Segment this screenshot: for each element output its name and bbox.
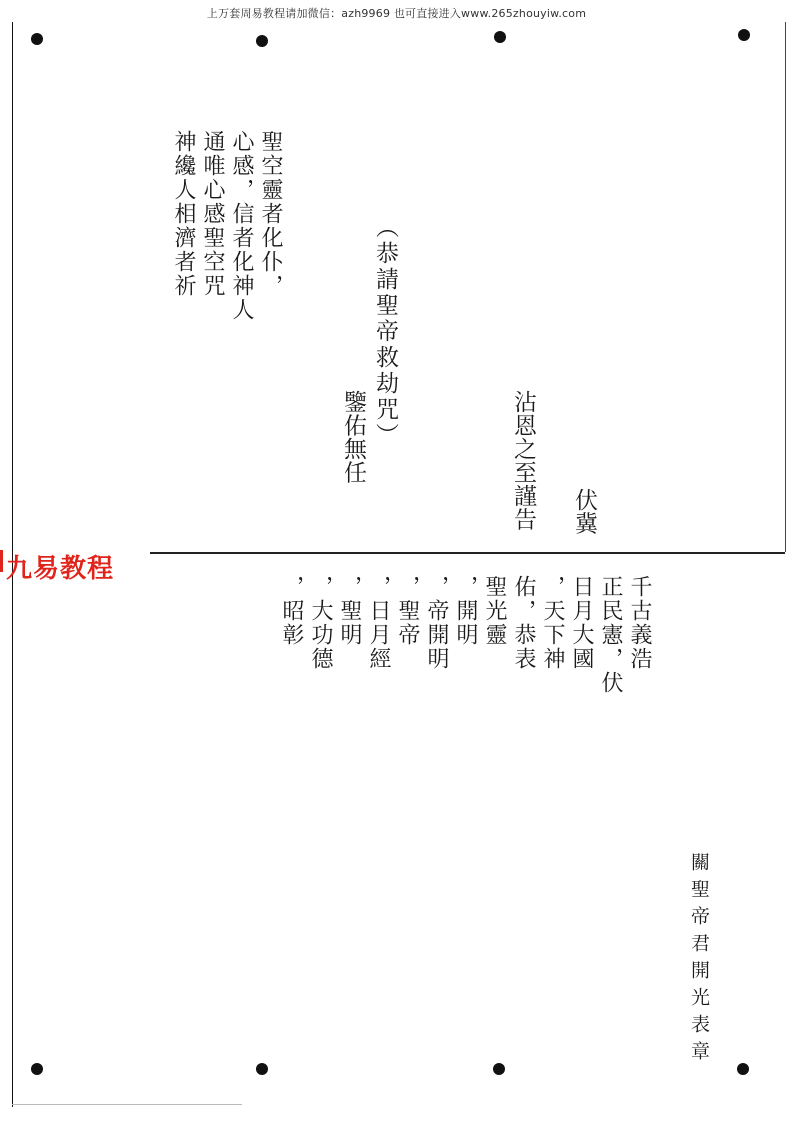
binding-hole [31,1063,43,1075]
frame-right-rule [785,22,786,552]
memorial-title: 關聖帝君開光表章 [688,852,710,1068]
memorial-line: 正民憲，伏 [598,575,623,695]
frame-bottom-rule [12,1104,242,1105]
memorial-line: ，日月經 [366,575,391,671]
header-note: 上万套周易教程请加微信：azh9969 也可直接进入www.265zhouyiw.com [206,7,587,20]
binding-hole [493,1063,505,1075]
binding-hole [256,35,268,47]
memorial-line: ，大功德 [308,575,333,671]
verse-line: 神纔人相濟者祈 [171,130,196,298]
memorial-line: ，昭彰 [279,575,304,647]
invocation-heading: （恭請聖帝救劫咒） [372,215,398,449]
binding-hole [31,33,43,45]
verse-line: 心感，信者化神人 [229,130,254,322]
memorial-line: ，帝開明 [424,575,449,671]
binding-hole [494,31,506,43]
memorial-line: ，聖帝 [395,575,420,647]
closing-line: 伏冀 [571,488,597,535]
memorial-line: ，開明 [453,575,478,647]
section-divider [150,552,785,554]
binding-hole [256,1063,268,1075]
closing-seg: 沾恩之至謹告 [510,390,536,531]
memorial-line: 日月大國 [569,575,594,671]
memorial-line: ，聖明 [337,575,362,647]
binding-hole [738,29,750,41]
closing-text [340,390,366,484]
binding-hole [737,1063,749,1075]
closing-text [510,390,536,531]
watermark-marker [0,550,3,572]
closing-seg: 鑒佑無任 [340,390,366,484]
memorial-line: ，天下神 [540,575,565,671]
site-watermark: 九易教程 [6,554,115,584]
verse-line: 聖空靈者化仆， [258,130,283,298]
memorial-line: 千古義浩 [627,575,652,671]
memorial-line: 聖光靈 [482,575,507,647]
memorial-line: 佑，恭表 [511,575,536,671]
verse-line: 通唯心感聖空咒 [200,130,225,298]
